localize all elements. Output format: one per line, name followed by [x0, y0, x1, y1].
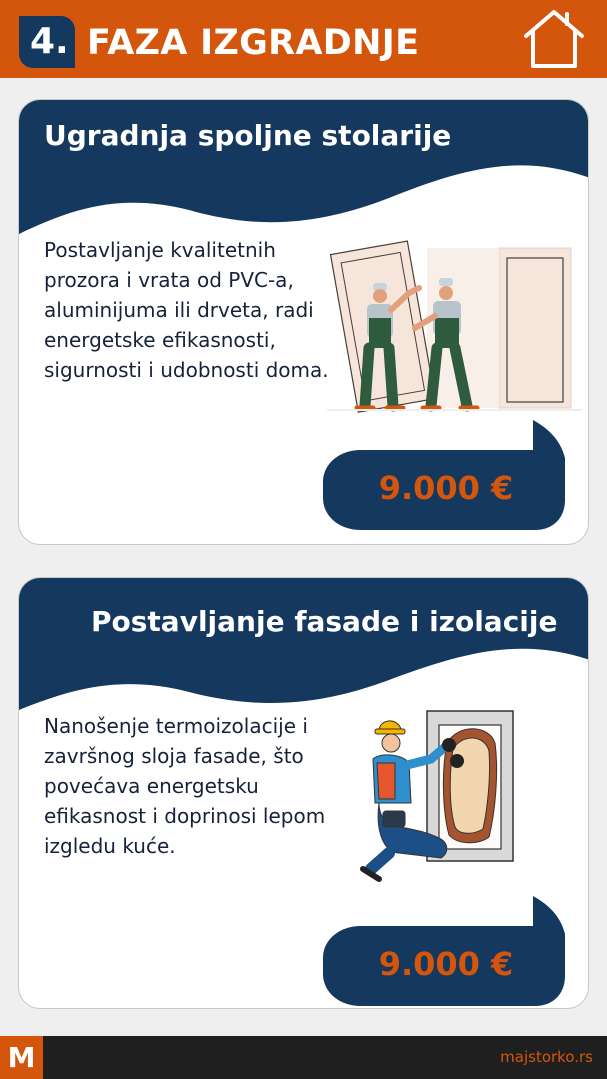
card-description: Postavljanje kvalitetnih prozora i vrata od PVC-a, aluminijuma ili drveta, radi energetske efikasnosti, sigurnosti i udobnosti doma.: [44, 238, 329, 382]
step-number: 4.: [30, 21, 69, 62]
card-description: Nanošenje termoizolacije i završnog sloja fasade, što povećava energetsku efikasnost i doprinosi lepom izgledu kuće.: [44, 714, 326, 858]
price-label: 9.000 €: [378, 945, 514, 983]
card-title: Ugradnja spoljne stolarije: [44, 119, 452, 152]
home-icon: [520, 6, 588, 70]
page-title: FAZA IZGRADNJE: [87, 23, 420, 63]
worker-installing-insulation-illustration: [349, 703, 529, 893]
service-card-windows: [18, 99, 589, 545]
service-card-facade: [18, 577, 589, 1009]
footer-bar: [0, 1036, 607, 1079]
workers-carrying-door-illustration: [327, 238, 582, 418]
site-link[interactable]: majstorko.rs: [500, 1048, 593, 1066]
header-bar: [0, 0, 607, 78]
card-title: Postavljanje fasade i izolacije: [91, 605, 558, 638]
brand-logo: M: [0, 1036, 43, 1079]
price-label: 9.000 €: [378, 469, 514, 507]
